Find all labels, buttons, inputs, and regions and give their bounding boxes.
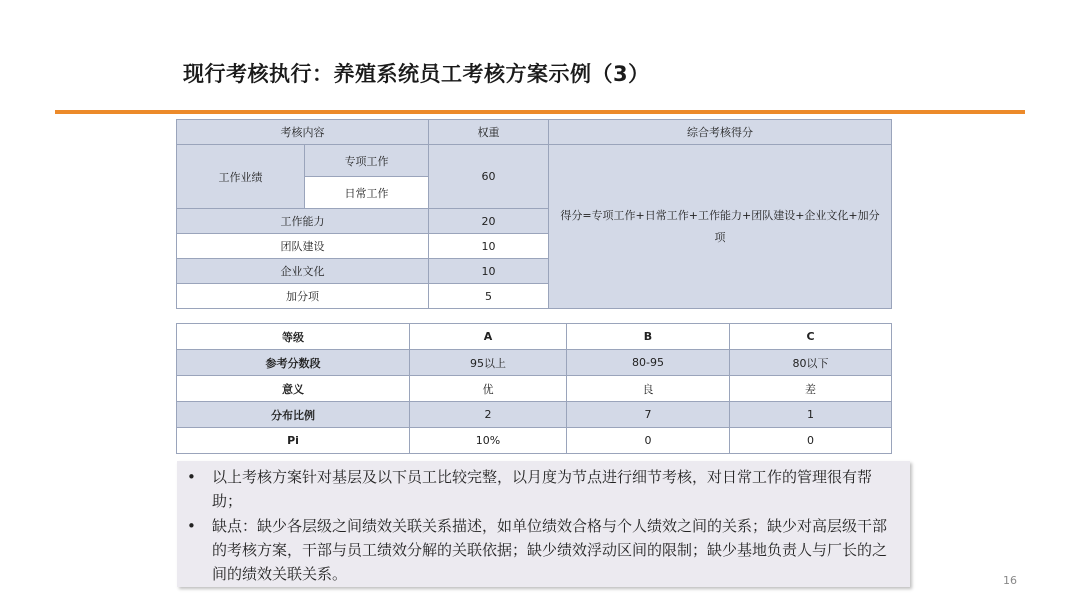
- grade-cell: 良: [567, 376, 730, 402]
- note-item: [187, 514, 895, 586]
- note-text: 缺点：缺少各层级之间绩效关联关系描述，如单位绩效合格与个人绩效之间的关系；缺少对高层级干部的考核方案，干部与员工绩效分解的关联依据；缺少绩效浮动区间的限制；缺少基地负责人与厂长的之间的绩效关联关系。: [212, 517, 888, 583]
- header-content: 考核内容: [177, 120, 429, 145]
- grade-cell: 80-95: [567, 350, 730, 376]
- bullet-icon: •: [187, 517, 196, 535]
- row-label: 工作能力: [177, 209, 429, 234]
- group-weight: 60: [429, 145, 549, 209]
- row-weight: 20: [429, 209, 549, 234]
- group-label-performance: 工作业绩: [177, 145, 305, 209]
- row-weight: 5: [429, 284, 549, 309]
- grade-header-c: C: [730, 324, 892, 350]
- grade-cell: 7: [567, 402, 730, 428]
- header-score: 综合考核得分: [549, 120, 892, 145]
- title-underline: [55, 110, 1025, 114]
- grade-header-b: B: [567, 324, 730, 350]
- grade-cell: 0: [567, 428, 730, 454]
- grade-row-label: 分布比例: [177, 402, 410, 428]
- sub-item-special: 专项工作: [305, 145, 429, 177]
- header-weight: 权重: [429, 120, 549, 145]
- bullet-icon: •: [187, 468, 196, 486]
- note-text: 以上考核方案针对基层及以下员工比较完整，以月度为节点进行细节考核，对日常工作的管理很有帮助；: [212, 468, 873, 510]
- row-weight: 10: [429, 234, 549, 259]
- grade-cell: 95以上: [410, 350, 567, 376]
- grade-cell: 差: [730, 376, 892, 402]
- grade-cell: 优: [410, 376, 567, 402]
- row-label: 加分项: [177, 284, 429, 309]
- grade-row-label: Pi: [177, 428, 410, 454]
- page-title: 现行考核执行：养殖系统员工考核方案示例（3）: [183, 62, 650, 86]
- grade-row-label: 意义: [177, 376, 410, 402]
- grade-cell: 10%: [410, 428, 567, 454]
- grade-cell: 2: [410, 402, 567, 428]
- grade-row-label: 参考分数段: [177, 350, 410, 376]
- notes-box: [177, 461, 910, 587]
- score-formula: 得分=专项工作+日常工作+工作能力+团队建设+企业文化+加分项: [549, 145, 892, 309]
- assessment-content-table: [176, 119, 892, 309]
- grade-cell: 0: [730, 428, 892, 454]
- note-item: [187, 465, 895, 513]
- row-label: 企业文化: [177, 259, 429, 284]
- row-label: 团队建设: [177, 234, 429, 259]
- sub-item-daily: 日常工作: [305, 177, 429, 209]
- grade-header-label: 等级: [177, 324, 410, 350]
- grade-cell: 1: [730, 402, 892, 428]
- row-weight: 10: [429, 259, 549, 284]
- grade-cell: 80以下: [730, 350, 892, 376]
- page-number: 16: [1003, 574, 1017, 587]
- grade-header-a: A: [410, 324, 567, 350]
- grade-table: [176, 323, 892, 454]
